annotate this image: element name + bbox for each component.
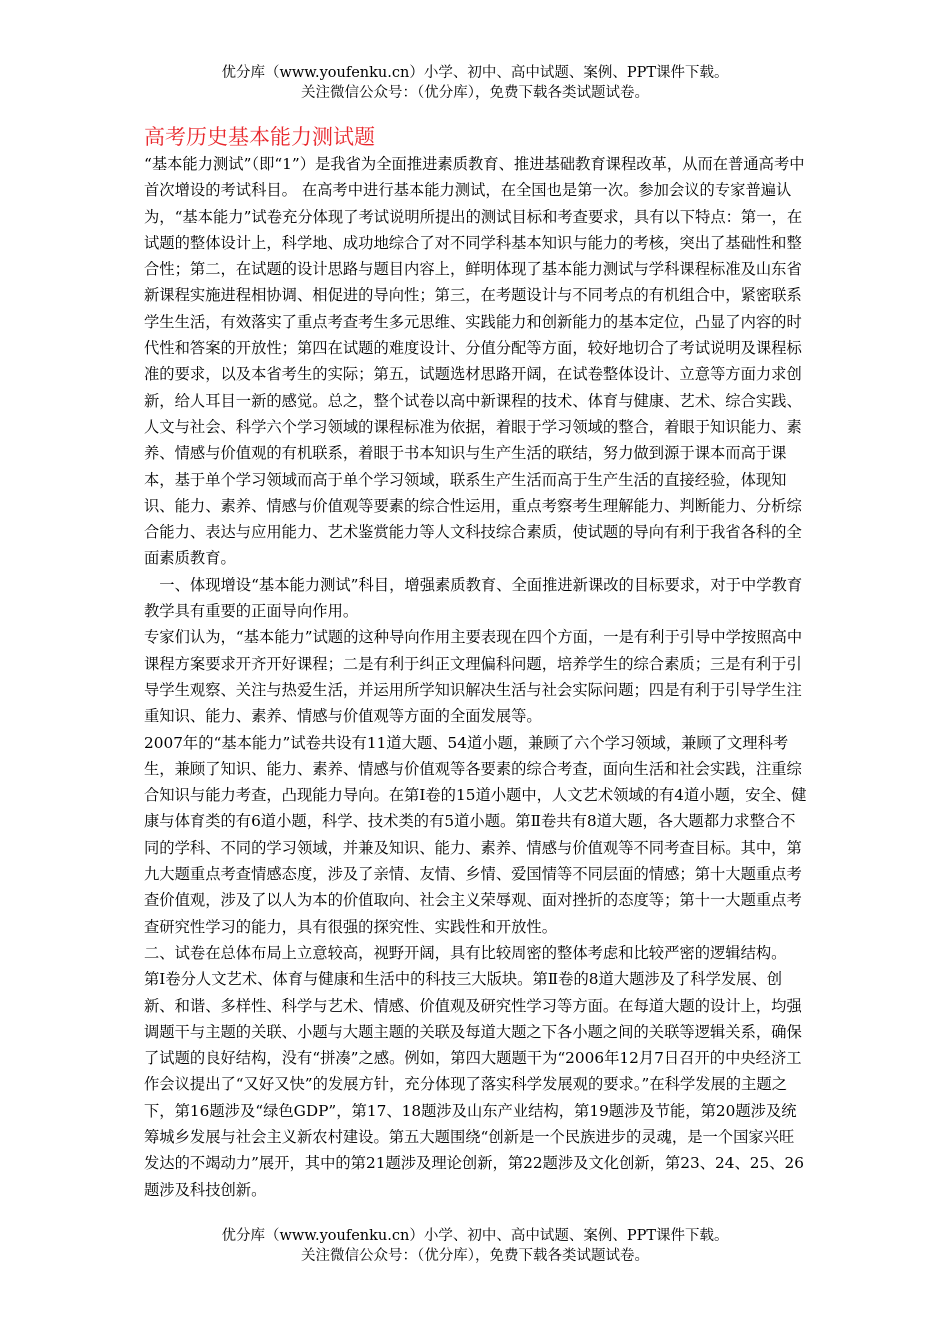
page-header xyxy=(0,63,950,103)
header-line-1: 优分库（www.youfenku.cn）小学、初中、高中试题、案例、PPT课件下载。 xyxy=(221,65,729,81)
layout-paragraph: 第Ⅰ卷分人文艺术、体育与健康和生活中的科技三大版块。第Ⅱ卷的8道大题涉及了科学发展、创新、和谐、多样性、科学与艺术、情感、价值观及研究性学习等方面。在每道大题的设计上，均强调题干与主题的关联、小题与大题主题的关联及每道大题之下各小题之间的关联等逻辑关系，确保了试题的良好结构，没有“拼凑”之感。例如，第四大题题干为“2006年12月7日召开的中央经济工作会议提出了“又好又快”的发展方针，充分体现了落实科学发展观的要求。”在科学发展的主题之下，第16题涉及“绿色GDP”，第17、18题涉及山东产业结构，第19题涉及节能，第20题涉及统筹城乡发展与社会主义新农村建设。第五大题围绕“创新是一个民族进步的灵魂，是一个国家兴旺发达的不竭动力”展开，其中的第21题涉及理论创新，第22题涉及文化创新，第23、24、25、26题涉及科技创新。 xyxy=(144,970,805,1199)
experts-paragraph: 专家们认为，“基本能力”试题的这种导向作用主要表现在四个方面，一是有利于引导中学按照高中课程方案要求开齐开好课程；二是有利于纠正文理偏科问题，培养学生的综合素质；三是有利于引导学生观察、关注与热爱生活，并运用所学知识解决生活与社会实际问题；四是有利于引导学生注重知识、能力、素养、情感与价值观等方面的全面发展等。 xyxy=(144,628,803,726)
document-body xyxy=(144,151,808,1203)
footer-line-1: 优分库（www.youfenku.cn）小学、初中、高中试题、案例、PPT课件下载。 xyxy=(221,1228,729,1244)
page-footer xyxy=(0,1226,950,1266)
document-title: 高考历史基本能力测试题 xyxy=(144,125,375,149)
header-line-2: 关注微信公众号：（优分库），免费下载各类试题试卷。 xyxy=(301,85,649,101)
section-two-heading: 二、试卷在总体布局上立意较高，视野开阔，具有比较周密的整体考虑和比较严密的逻辑结构。 xyxy=(144,943,787,962)
footer-line-2: 关注微信公众号：（优分库），免费下载各类试题试卷。 xyxy=(301,1248,649,1264)
section-one-heading: 一、体现增设“基本能力测试”科目，增强素质教育、全面推进新课改的目标要求，对于中学教育教学具有重要的正面导向作用。 xyxy=(144,575,803,621)
intro-paragraph: “基本能力测试”（即“1”）是我省为全面推进素质教育、推进基础教育课程改革，从而在普通高考中首次增设的考试科目。 在高考中进行基本能力测试，在全国也是第一次。参加会议的专家普遍认为，“基本能力”试卷充分体现了考试说明所提出的测试目标和考查要求，具有以下特点：第一，在试题的整体设计上，科学地、成功地综合了对不同学科基本知识与能力的考核，突出了基础性和整合性；第二，在试题的设计思路与题目内容上，鲜明体现了基本能力测试与学科课程标准及山东省新课程实施进程相协调、相促进的导向性；第三，在考题设计与不同考点的有机组合中，紧密联系学生生活，有效落实了重点考查考生多元思维、实践能力和创新能力的基本定位，凸显了内容的时代性和答案的开放性；第四在试题的难度设计、分值分配等方面，较好地切合了考试说明及课程标准的要求，以及本省考生的实际；第五，试题选材思路开阔，在试卷整体设计、立意等方面力求创新，给人耳目一新的感觉。总之，整个试卷以高中新课程的技术、体育与健康、艺术、综合实践、人文与社会、科学六个学习领域的课程标准为依据，着眼于学习领域的整合，着眼于知识能力、素养、情感与价值观的有机联系，着眼于书本知识与生产生活的联结，努力做到源于课本而高于课本，基于单个学习领域而高于单个学习领域，联系生产生活而高于生产生活的直接经验，体现知识、能力、素养、情感与价值观等要素的综合性运用，重点考察考生理解能力、判断能力、分析综合能力、表达与应用能力、艺术鉴赏能力等人文科技综合素质，使试题的导向有利于我省各科的全面素质教育。 xyxy=(144,155,805,568)
exam-structure-paragraph: 2007年的“基本能力”试卷共设有11道大题、54道小题，兼顾了六个学习领域，兼顾了文理科考生，兼顾了知识、能力、素养、情感与价值观等各要素的综合考查，面向生活和社会实践，注重综合知识与能力考查，凸现能力导向。在第Ⅰ卷的15道小题中，人文艺术领域的有4道小题，安全、健康与体育类的有6道小题，科学、技术类的有5道小题。第Ⅱ卷共有8道大题，各大题都力求整合不同的学科、不同的学习领域，并兼及知识、能力、素养、情感与价值观等不同考查目标。其中，第九大题重点考查情感态度，涉及了亲情、友情、乡情、爱国情等不同层面的情感；第十大题重点考查价值观，涉及了以人为本的价值取向、社会主义荣辱观、面对挫折的态度等；第十一大题重点考查研究性学习的能力，具有很强的探究性、实践性和开放性。 xyxy=(144,733,807,936)
